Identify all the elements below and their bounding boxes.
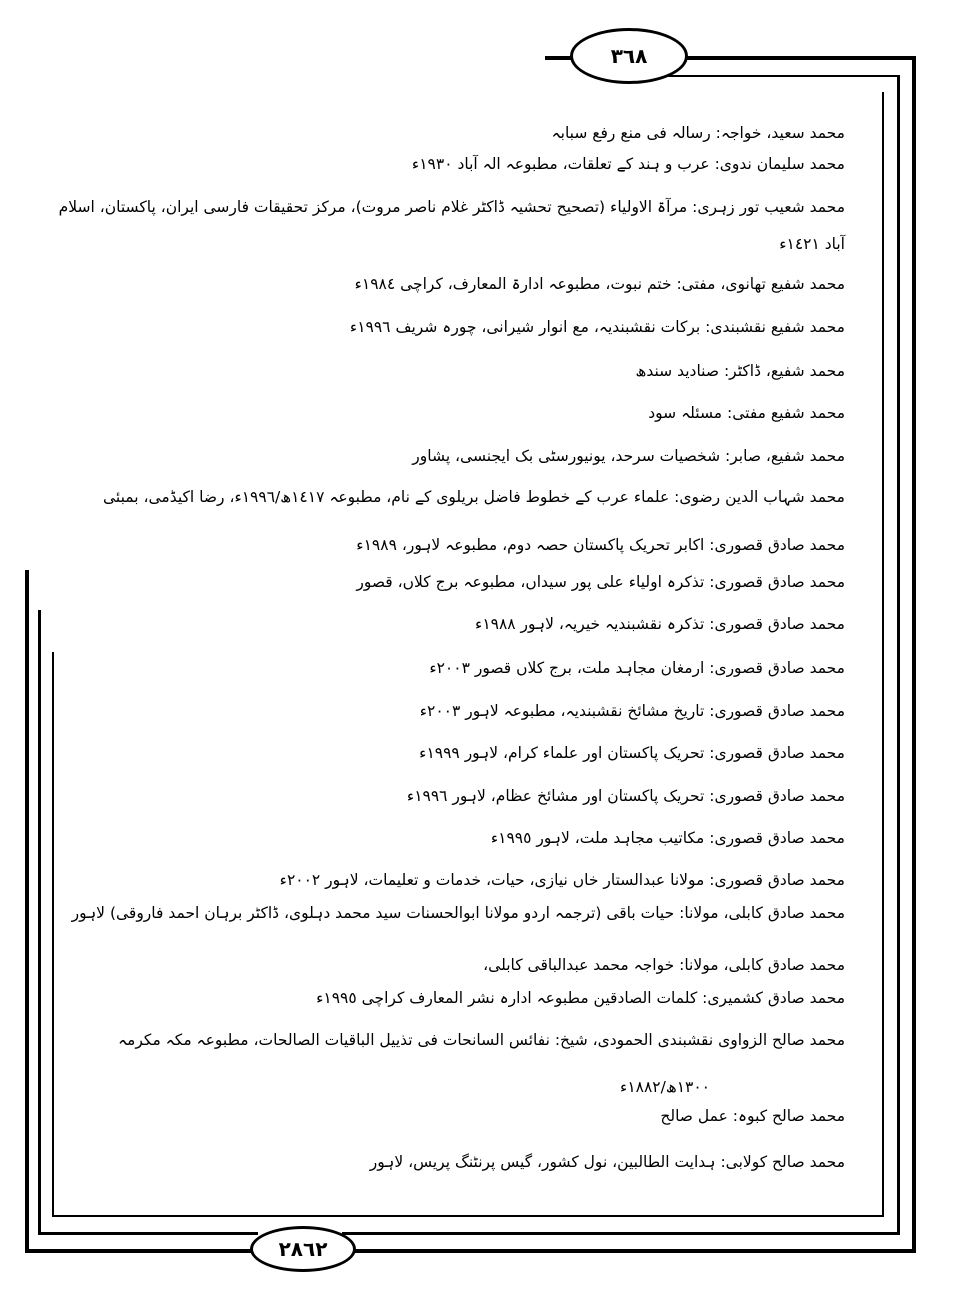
bibliography-entry: محمد شہاب الدین رضوی: علماء عرب کے خطوط فاضل بریلوی کے نام، مطبوعہ ١٤١٧ھ/١٩٩٦ء، رضا اکیڈمی، بمبئی xyxy=(103,488,845,506)
bibliography-entry: محمد شفیع، ڈاکٹر: صنادید سندھ xyxy=(635,362,845,380)
bibliography-entry: محمد سلیمان ندوی: عرب و ہند کے تعلقات، مطبوعہ الہ آباد ١٩٣٠ء xyxy=(411,155,845,173)
bibliography-entry: محمد صادق قصوری: تذکرہ نقشبندیہ خیریہ، لاہور ١٩٨٨ء xyxy=(475,615,845,633)
frame-bottom-inner-2 xyxy=(52,1215,884,1217)
bibliography-entry: محمد صالح کولابی: ہدایت الطالبین، نول کشور، گیس پرنٹنگ پریس، لاہور xyxy=(369,1153,845,1171)
frame-top-line-inner xyxy=(658,75,900,77)
bibliography-entry: ١٣٠٠ھ/١٨٨٢ء xyxy=(620,1078,710,1096)
bibliography-entry: محمد صادق قصوری: تذکرہ اولیاء علی پور سیداں، مطبوعہ برج کلاں، قصور xyxy=(356,573,845,591)
bibliography-entry: محمد صادق قصوری: تحریک پاکستان اور علماء کرام، لاہور ١٩٩٩ء xyxy=(419,744,845,762)
bibliography-entry: محمد شفیع، صابر: شخصیات سرحد، یونیورسٹی بک ایجنسی، پشاور xyxy=(412,447,845,465)
frame-right-inner xyxy=(897,75,900,1233)
bibliography-entry: محمد سعید، خواجہ: رسالہ فی منع رفع سبابہ xyxy=(551,124,845,142)
bibliography-entry: محمد صادق کابلی، مولانا: خواجہ محمد عبدالباقی کابلی، xyxy=(483,956,845,974)
frame-left-outer xyxy=(25,570,29,1253)
bibliography-entry: محمد صادق قصوری: مکاتیب مجاہد ملت، لاہور ١٩٩٥ء xyxy=(490,829,845,847)
bibliography-entry: محمد شفیع نقشبندی: برکات نقشبندیہ، مع انوار شیرانی، چورہ شریف ١٩٩٦ء xyxy=(349,318,845,336)
bibliography-entry: محمد صادق قصوری: مولانا عبدالستار خاں نیازی، حیات، خدمات و تعلیمات، لاہور ٢٠٠٢ء xyxy=(279,871,845,889)
frame-left-inner xyxy=(38,610,41,1235)
frame-right-outer xyxy=(912,56,916,1251)
bibliography-entry: محمد صادق قصوری: اکابر تحریک پاکستان حصہ دوم، مطبوعہ لاہور، ١٩٨٩ء xyxy=(356,536,845,554)
bibliography-entry: محمد شفیع مفتی: مسئلہ سود xyxy=(648,404,845,422)
frame-bottom-inner xyxy=(38,1232,258,1235)
bibliography-entry: محمد صادق قصوری: تحریک پاکستان اور مشائخ عظام، لاہور ١٩٩٦ء xyxy=(406,787,845,805)
frame-right-inner-2 xyxy=(882,92,884,1216)
bibliography-entry: محمد صادق کابلی، مولانا: حیات باقی (ترجمہ اردو مولانا ابوالحسنات سید محمد دہلوی، ڈاکٹر برہان احمد فاروقی) لاہور xyxy=(71,904,845,922)
bibliography-entry: محمد صالح کبوہ: عمل صالح xyxy=(660,1107,845,1125)
bibliography-entry: محمد شعیب تور زہری: مرآۃ الاولیاء (تصحیح تحشیہ ڈاکٹر غلام ناصر مروت)، مرکز تحقیقات فارسی ایران، پاکستان، اسلام xyxy=(58,198,845,216)
bibliography-entry: محمد صادق قصوری: ارمغان مجاہد ملت، برج کلاں قصور ٢٠٠٣ء xyxy=(429,659,845,677)
bibliography-entry: محمد صالح الزواوی نقشبندی الحمودی، شیخ: نفائس السانحات فی تذییل الباقیات الصالحات، مطبوعہ مکہ مکرمہ xyxy=(117,1031,845,1049)
page-number-bottom: ٢٨٦٢ xyxy=(250,1226,356,1272)
frame-bottom-outer xyxy=(25,1249,916,1253)
bibliography-entry: آباد ١٤٢١ء xyxy=(779,235,845,253)
bibliography-entry: محمد صادق کشمیری: کلمات الصادقین مطبوعہ ادارہ نشر المعارف کراچی ١٩٩٥ء xyxy=(316,989,845,1007)
page-number-top: ٣٦٨ xyxy=(570,28,688,84)
bibliography-entry: محمد صادق قصوری: تاریخ مشائخ نقشبندیہ، مطبوعہ لاہور ٢٠٠٣ء xyxy=(419,702,845,720)
bibliography-entry: محمد شفیع تھانوی، مفتی: ختم نبوت، مطبوعہ ادارۃ المعارف، کراچی ١٩٨٤ء xyxy=(354,275,845,293)
frame-bottom-inner-right xyxy=(342,1232,900,1235)
frame-left-inner-2 xyxy=(52,652,54,1217)
